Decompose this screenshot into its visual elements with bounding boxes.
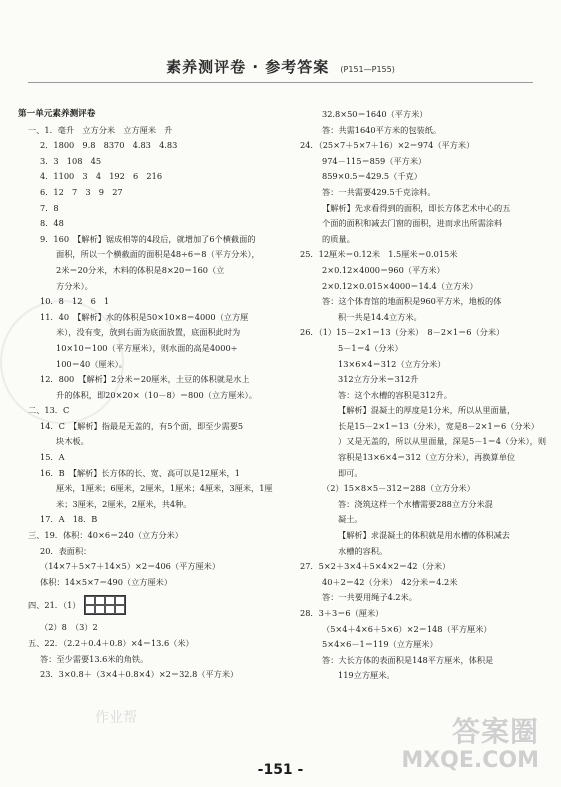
watermark-url: MXQE.COM: [401, 748, 539, 773]
answer-line: 17．A 18．B: [40, 514, 98, 525]
answer-line: 五、22．（2.2＋0.4＋0.8）×4＝13.6（米）: [28, 638, 194, 648]
answer-line: 个面的面积和减去门窗的面积，进而求出所需涂料: [322, 218, 503, 229]
answer-line: 2×0.12×0.015×4000＝14.4（立方米）: [322, 280, 478, 291]
answer-line: 12．800 【解析】2分米＝20厘米，土豆的体积就是水上: [40, 374, 250, 385]
answer-line: 15．A: [40, 452, 65, 463]
page-title: 素养测评卷 · 参考答案: [166, 58, 330, 76]
answer-line: 9．160 【解析】锯成相等的4段后，就增加了6个横截面的: [40, 233, 256, 244]
answer-line: 答：至少需要13.6米的角铁。: [40, 653, 149, 664]
answer-line: 面积，所以一个横截面的面积是48÷6＝8（平方分米），: [56, 249, 260, 260]
answer-line: 米；3厘米，2厘米，2厘米，共4种。: [56, 498, 192, 509]
answer-line: 答：一共要用绳子4.2米。: [322, 592, 417, 603]
answer-line: 凝土。: [338, 514, 363, 525]
answer-line: 2米＝20分米，木料的体积是8×20＝160（立: [56, 264, 225, 275]
answer-line: （5×4＋4×6＋5×6）×2＝148（平方厘米）: [322, 623, 492, 634]
answer-line: 5×4×6－1＝119（立方厘米）: [322, 639, 438, 650]
answer-line: 119立方厘米。: [338, 670, 395, 681]
answer-line: 答：大长方体的表面积是148平方厘米，体积是: [322, 654, 494, 665]
answer-line: 答：这个体育馆的地面积是960平方米，地板的体: [322, 296, 502, 307]
answer-line: 【解析】先求看得到的面积，即长方体艺术中心的五: [322, 202, 511, 213]
page-range: (P151—P155): [340, 65, 395, 74]
answer-line: 答：共需1640平方米的包装纸。: [322, 124, 442, 135]
answer-line: （14×7＋5×7＋14×5）×2＝406（平方厘米）: [40, 561, 221, 572]
answer-line: 答：浇筑这样一个水槽需要288立方分米混: [338, 498, 493, 509]
answer-line: 答：一共需要429.5千克涂料。: [322, 186, 436, 197]
answer-line: 2×0.12×4000＝960（平方米）: [322, 264, 445, 275]
answer-line: 7．8: [40, 202, 59, 213]
answer-line: 水槽的容积。: [338, 545, 388, 556]
answer-line: 米），没有变，放到右面为底面放置，底面积此时为: [56, 327, 241, 338]
answer-line: 积一共是14.4立方米。: [338, 311, 422, 322]
answer-line: 312立方分米＝312升: [338, 374, 419, 385]
answer-line-text: 四、21．（1）: [28, 599, 81, 610]
answer-line: 3．3 108 45: [40, 155, 102, 166]
answer-line: 一、1．毫升 立方分米 立方厘米 升: [28, 124, 173, 135]
answer-line: 方分米）。: [56, 280, 93, 291]
answer-line: 100＝40（厘米）。: [56, 358, 128, 369]
answer-line: 10×10＝100（平方厘米），则水面的高是4000÷: [56, 342, 238, 353]
section-heading: 第一单元素养测评卷: [18, 109, 96, 119]
answer-line: 三、19．体积：40×6＝240（立方分米）: [28, 530, 183, 541]
answer-line: 答：这个水槽的容积是312升。: [338, 389, 452, 400]
answer-line: （2）15×8×5－312＝288（立方分米）: [322, 483, 475, 494]
answer-line: 10．8 12 6 1: [40, 296, 110, 307]
answer-line-figure: [18, 590, 283, 620]
watermark-brand: 答案圈: [451, 715, 539, 748]
answer-line: 32.8×50＝1640（平方米）: [322, 109, 428, 119]
answer-line: 13×6×4＝312（立方分米）: [338, 358, 446, 369]
answer-line: 4．1100 3 4 192 6 216: [40, 171, 163, 182]
answer-line: 8．48: [40, 218, 64, 229]
answer-line: 长是15－2×1＝13（分米），宽是8－2×1＝6（分米）: [338, 420, 539, 431]
answer-line: 16．B 【解析】长方体的长、宽、高可以是12厘米，1: [40, 467, 240, 478]
watermark-seal: 作业帮: [95, 710, 137, 726]
answer-line: 的质量。: [322, 233, 355, 244]
answer-line: 【解析】混凝土的厚度是1分米，所以从里面量，: [338, 405, 516, 416]
page-number: -151 -: [257, 762, 304, 778]
answer-line: 974－115＝859（平方米）: [322, 155, 427, 166]
answer-line: 20．表面积：: [40, 545, 92, 556]
answer-line: 859×0.5＝429.5（千克）: [322, 171, 422, 182]
answer-line: 24．（25×7＋5×7＋16）×2＝974（平方米）: [300, 140, 475, 151]
answer-line: 26．（1）15－2×1＝13（分米） 8－2×1＝6（分米）: [300, 327, 505, 338]
answer-line: 25．12厘米＝0.12米 1.5厘米＝0.015米: [300, 249, 458, 260]
answer-line: 40＋2＝42（分米） 42分米＝4.2米: [322, 576, 458, 587]
answer-line: 6．12 7 3 9 27: [40, 186, 123, 197]
answer-line: 升的体积，即20×20×（10－8）＝800（立方厘米）。: [56, 389, 257, 400]
answer-line: 2．1800 9.8 8370 4.83 4.83: [40, 140, 178, 151]
answer-line: （2）8 （3）2: [40, 622, 98, 633]
answer-line: 【解析】求混凝土的体积就是用水槽的体积减去: [338, 530, 510, 541]
answer-line: 二、13．C: [28, 405, 70, 416]
header-divider: [28, 82, 533, 83]
answer-line: 28．3＋3＝6（厘米）: [300, 608, 384, 618]
answer-line: ）又是无盖的，所以从里面量，深是5－1＝4（分米），则: [338, 436, 547, 447]
answer-line: 5－1＝4（分米）: [338, 342, 403, 353]
answer-line: 即可。: [338, 467, 363, 478]
answer-line: 块木板。: [56, 436, 89, 447]
answer-line: 容积是13×6×4＝312（立方分米），再换算单位: [338, 452, 516, 463]
answer-line: 11．40 【解析】水的体积是50×10×8＝4000（立方厘: [40, 311, 249, 322]
right-column: [300, 107, 550, 684]
left-column: [18, 107, 283, 683]
page-header: [0, 56, 561, 77]
answer-line: 23．3×0.8＋（3×4＋0.8×4）×2＝32.8（平方米）: [40, 669, 239, 680]
answer-line: 体积：14×5×7＝490（立方厘米）: [40, 576, 173, 587]
answer-line: 厘米，1厘米；6厘米，2厘米，1厘米；4厘米，3厘米，1厘: [56, 483, 273, 494]
answer-line: 14．C 【解析】指最是无盖的，有5个面，即至少需要5: [40, 420, 244, 431]
cube-net-figure: [84, 595, 126, 615]
answer-line: 27．5×2＋3×4＋5×4×2＝42（分米）: [300, 561, 451, 572]
